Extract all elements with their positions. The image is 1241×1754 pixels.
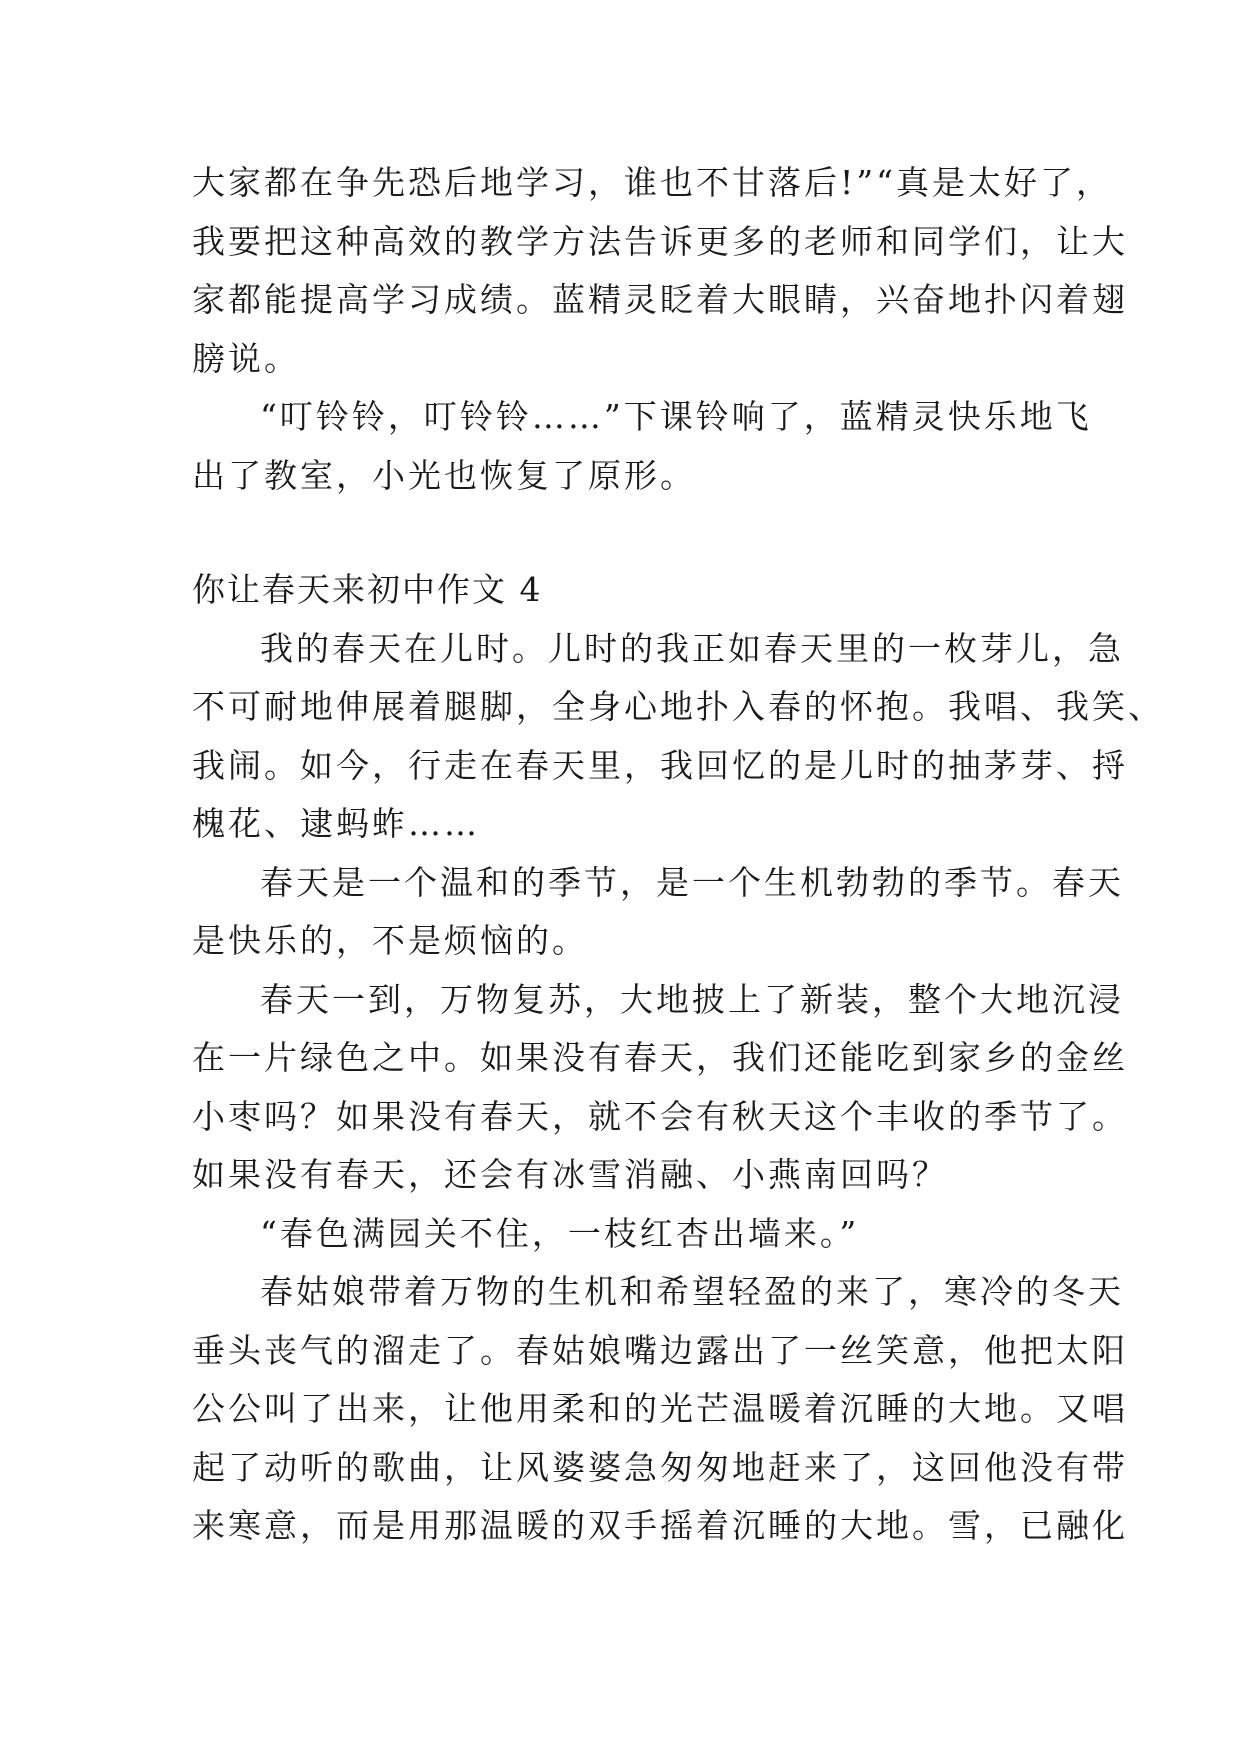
paragraph-4-quote	[192, 1205, 1062, 1264]
text-line: 小枣吗？如果没有春天，就不会有秋天这个丰收的季节了。	[192, 1096, 1128, 1136]
text-line: 春天一到，万物复苏，大地披上了新装，整个大地沉浸	[260, 979, 1124, 1019]
text-line: 如果没有春天，还会有冰雪消融、小燕南回吗？	[192, 1155, 948, 1194]
paragraph-5	[192, 1263, 1128, 1556]
text-line: 家都能提高学习成绩。蓝精灵眨着大眼睛，兴奋地扑闪着翅	[192, 280, 1128, 319]
paragraph-3	[192, 971, 1128, 1205]
text-line: 春姑娘带着万物的生机和希望轻盈的来了，寒冷的冬天	[260, 1272, 1124, 1311]
text-line: 公公叫了出来，让他用柔和的光芒温暖着沉睡的大地。又唱	[192, 1389, 1128, 1428]
text-line: “春色满园关不住，一枝红杏出墙来。”	[260, 1213, 860, 1253]
text-line: 大家都在争先恐后地学习，谁也不甘落后!”“真是太好了，	[192, 163, 1113, 202]
section-gap	[192, 505, 1062, 561]
text-line: 不可耐地伸展着腿脚，全身心地扑入春的怀抱。我唱、我笑、	[192, 687, 1164, 726]
paragraph-bell	[192, 388, 1092, 505]
text-line: 垂头丧气的溜走了。春姑娘嘴边露出了一丝笑意，他把太阳	[192, 1330, 1128, 1370]
text-line: 来寒意，而是用那温暖的双手摇着沉睡的大地。雪，已融化	[192, 1506, 1128, 1545]
text-line: 起了动听的歌曲，让风婆婆急匆匆地赶来了，这回他没有带	[192, 1447, 1128, 1487]
text-line: 我要把这种高效的教学方法告诉更多的老师和同学们，让大	[192, 221, 1128, 261]
text-line: 是快乐的，不是烦恼的。	[192, 921, 588, 960]
paragraph-continued	[192, 154, 1128, 388]
text-line: 春天是一个温和的季节，是一个生机勃勃的季节。春天	[260, 862, 1124, 902]
text-line: 槐花、逮蚂蚱……	[192, 804, 480, 843]
text-line: 膀说。	[192, 338, 300, 378]
text-line: 我闹。如今，行走在春天里，我回忆的是儿时的抽茅芽、捋	[192, 745, 1128, 785]
section-title: 你让春天来初中作文 4	[192, 570, 543, 609]
document-body	[192, 154, 1164, 1556]
paragraph-2	[192, 854, 1124, 971]
text-line: 在一片绿色之中。如果没有春天，我们还能吃到家乡的金丝	[192, 1038, 1128, 1077]
text-line: “叮铃铃，叮铃铃……”下课铃响了，蓝精灵快乐地飞	[260, 397, 1092, 436]
text-line: 出了教室，小光也恢复了原形。	[192, 455, 696, 495]
text-line: 我的春天在儿时。儿时的我正如春天里的一枚芽儿，急	[260, 628, 1124, 668]
paragraph-1	[192, 620, 1164, 854]
